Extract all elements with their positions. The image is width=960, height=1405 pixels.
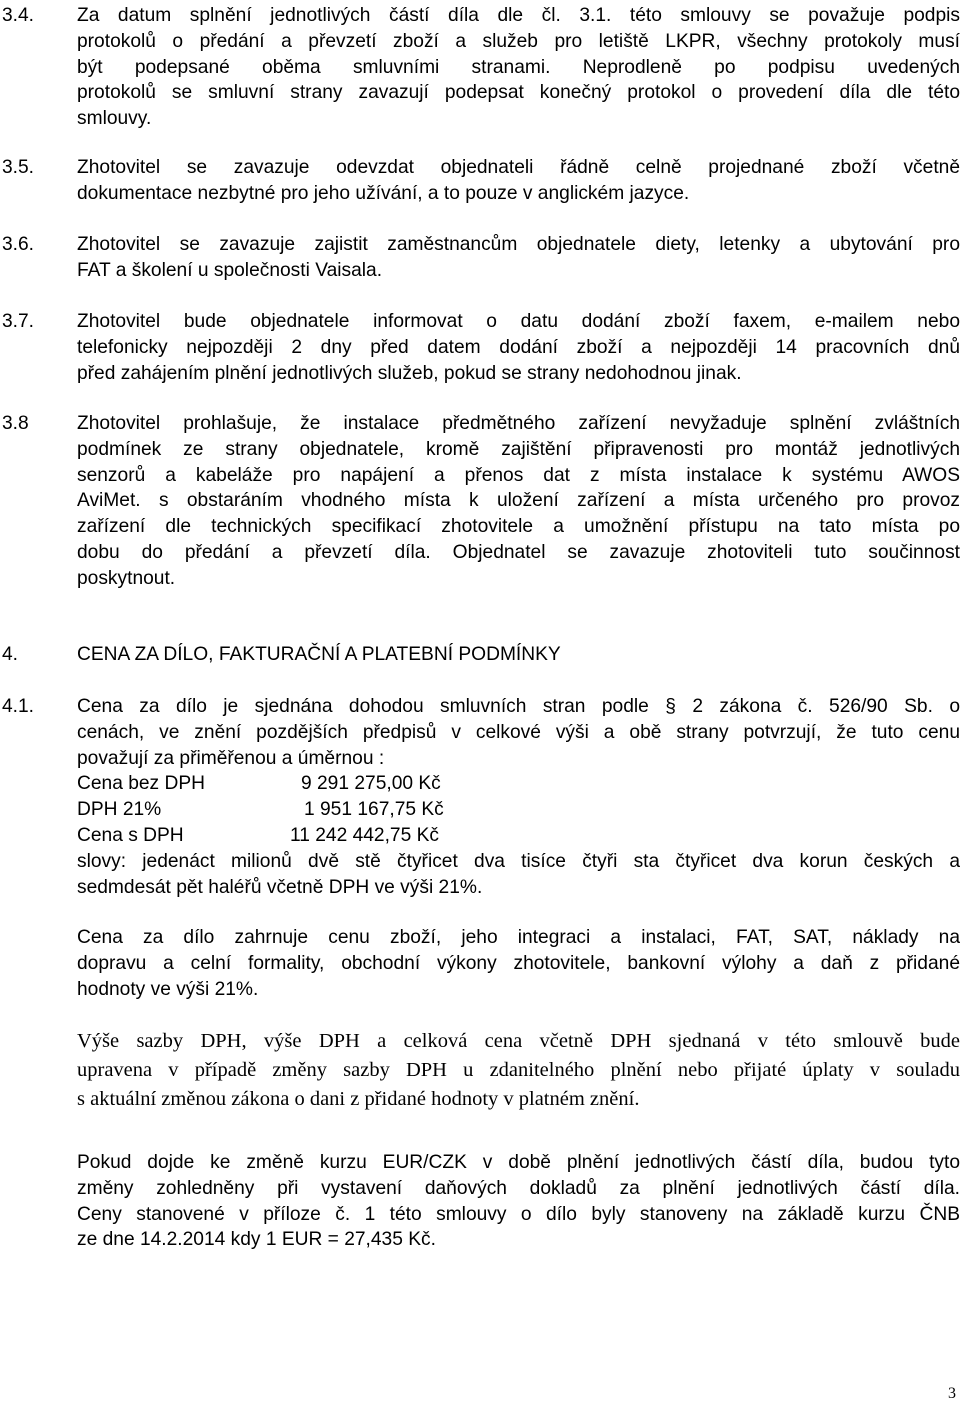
text-line: poskytnout. (77, 567, 176, 589)
text-line: Pokud dojde ke změně kurzu EUR/CZK v době plnění jednotlivých částí díla, budou tyto (77, 1152, 960, 1173)
price-label: Cena s DPH (77, 824, 184, 846)
price-label: DPH 21% (77, 799, 162, 821)
price-row (77, 771, 960, 797)
text-line: považují za přiměřenou a úměrnou : (77, 747, 385, 769)
text-line: být podepsané oběma smluvními stranami. Neprodleně po podpisu uvedených (77, 56, 960, 78)
page-number: 3 (948, 1385, 956, 1402)
section-text (77, 3, 960, 132)
text-line: dokumentace nezbytné pro jeho užívání, a to pouze v anglickém jazyce. (77, 182, 690, 204)
section-text (77, 155, 960, 207)
price-row (77, 823, 960, 849)
paragraph-text (77, 1150, 960, 1253)
text-line: Cena za dílo je sjednána dohodou smluvních stran podle § 2 zákona č. 526/90 Sb. o (77, 696, 960, 717)
price-value: 11 242 442,75 Kč (290, 824, 440, 846)
text-line: s aktuální změnou zákona o dani z přidané hodnoty v platném znění. (77, 1088, 640, 1110)
text-line: Zhotovitel prohlašuje, že instalace předmětného zařízení nevyžaduje splnění zvláštních (77, 413, 960, 434)
text-line: hodnoty ve výši 21%. (77, 978, 259, 1000)
text-line: ze dne 14.2.2014 kdy 1 EUR = 27,435 Kč. (77, 1229, 436, 1251)
text-line: Zhotovitel bude objednatele informovat o datu dodání zboží faxem, e-mailem nebo (77, 311, 960, 332)
text-line: dobu do předání a převzetí díla. Objednatel se zavazuje zhotoviteli tuto součinnost (77, 541, 960, 563)
text-line: slovy: jedenáct milionů dvě stě čtyřicet dva tisíce čtyři sta čtyřicet dva korun českých a (77, 850, 960, 872)
section-number: 3.6. (2, 234, 35, 255)
text-line: cenách, ve znění pozdějších předpisů v celkové výši a obě strany potvrzují, že tuto cenu (77, 721, 960, 743)
price-row (77, 797, 960, 823)
text-line: sedmdesát pět haléřů včetně DPH ve výši 21%. (77, 876, 483, 898)
section-text (77, 232, 960, 284)
text-line: protokolů se smluvní strany zavazují podepsat konečný protokol o provedení díla dle této (77, 82, 960, 104)
price-value: 9 291 275,00 Kč (301, 773, 441, 795)
text-line: Zhotovitel se zavazuje zajistit zaměstnancům objednatele diety, letenky a ubytování pro (77, 234, 960, 255)
price-table (77, 771, 960, 848)
section-text (77, 411, 960, 592)
paragraph-text (77, 925, 960, 1002)
section-text (77, 309, 960, 386)
text-line: před zahájením plnění jednotlivých služeb, pokud se strany nedohodnou jinak. (77, 362, 742, 384)
section-number: 3.7. (2, 311, 35, 332)
text-line: FAT a školení u společnosti Vaisala. (77, 259, 383, 281)
text-line: podmínek ze strany objednatele, kromě zajištění připravenosti pro montáž jednotlivých (77, 438, 960, 460)
text-line: senzorů a kabeláže pro napájení a přenos dat z místa instalace k systému AWOS (77, 464, 960, 486)
price-label: Cena bez DPH (77, 773, 205, 795)
chapter-number: 4. (2, 644, 19, 665)
paragraph-text (77, 1027, 960, 1114)
text-line: Výše sazby DPH, výše DPH a celková cena včetně DPH sjednaná v této smlouvě bude (77, 1030, 960, 1052)
text-line: telefonicky nejpozději 2 dny před datem dodání zboží a nejpozději 14 pracovních dnů (77, 336, 960, 358)
text-line: Zhotovitel se zavazuje odevzdat objednateli řádně celně projednané zboží včetně (77, 157, 960, 178)
text-line: dopravu a celní formality, obchodní výkony zhotovitele, bankovní výlohy a daň z přidané (77, 952, 960, 974)
text-line: smlouvy. (77, 108, 152, 130)
section-text (77, 694, 960, 900)
text-line: protokolů o předání a převzetí zboží a služeb pro letiště LKPR, všechny protokoly musí (77, 30, 960, 52)
price-value: 1 951 167,75 Kč (304, 799, 444, 821)
text-line: zařízení dle technických specifikací zhotovitele a umožnění přístupu na tato místa po (77, 516, 960, 538)
text-line: Ceny stanovené v příloze č. 1 této smlouvy o dílo byly stanoveny na základě kurzu ČNB (77, 1203, 960, 1225)
text-line: změny zohledněny při vystavení daňových dokladů za plnění jednotlivých částí díla. (77, 1177, 960, 1199)
section-number: 3.5. (2, 157, 35, 178)
chapter-title: CENA ZA DÍLO, FAKTURAČNÍ A PLATEBNÍ PODMÍNKY (77, 644, 561, 665)
text-line: Cena za dílo zahrnuje cenu zboží, jeho integraci a instalaci, FAT, SAT, náklady na (77, 927, 960, 948)
text-line: upravena v případě změny sazby DPH u zdanitelného plnění nebo přijaté úplaty v souladu (77, 1059, 960, 1081)
text-line: Za datum splnění jednotlivých částí díla dle čl. 3.1. této smlouvy se považuje podpis (77, 5, 960, 26)
section-number: 3.8 (2, 413, 29, 434)
section-number: 4.1. (2, 696, 35, 717)
section-number: 3.4. (2, 5, 35, 26)
text-line: AviMet. s obstaráním vhodného místa k uložení zařízení a místa určeného pro provoz (77, 490, 960, 512)
